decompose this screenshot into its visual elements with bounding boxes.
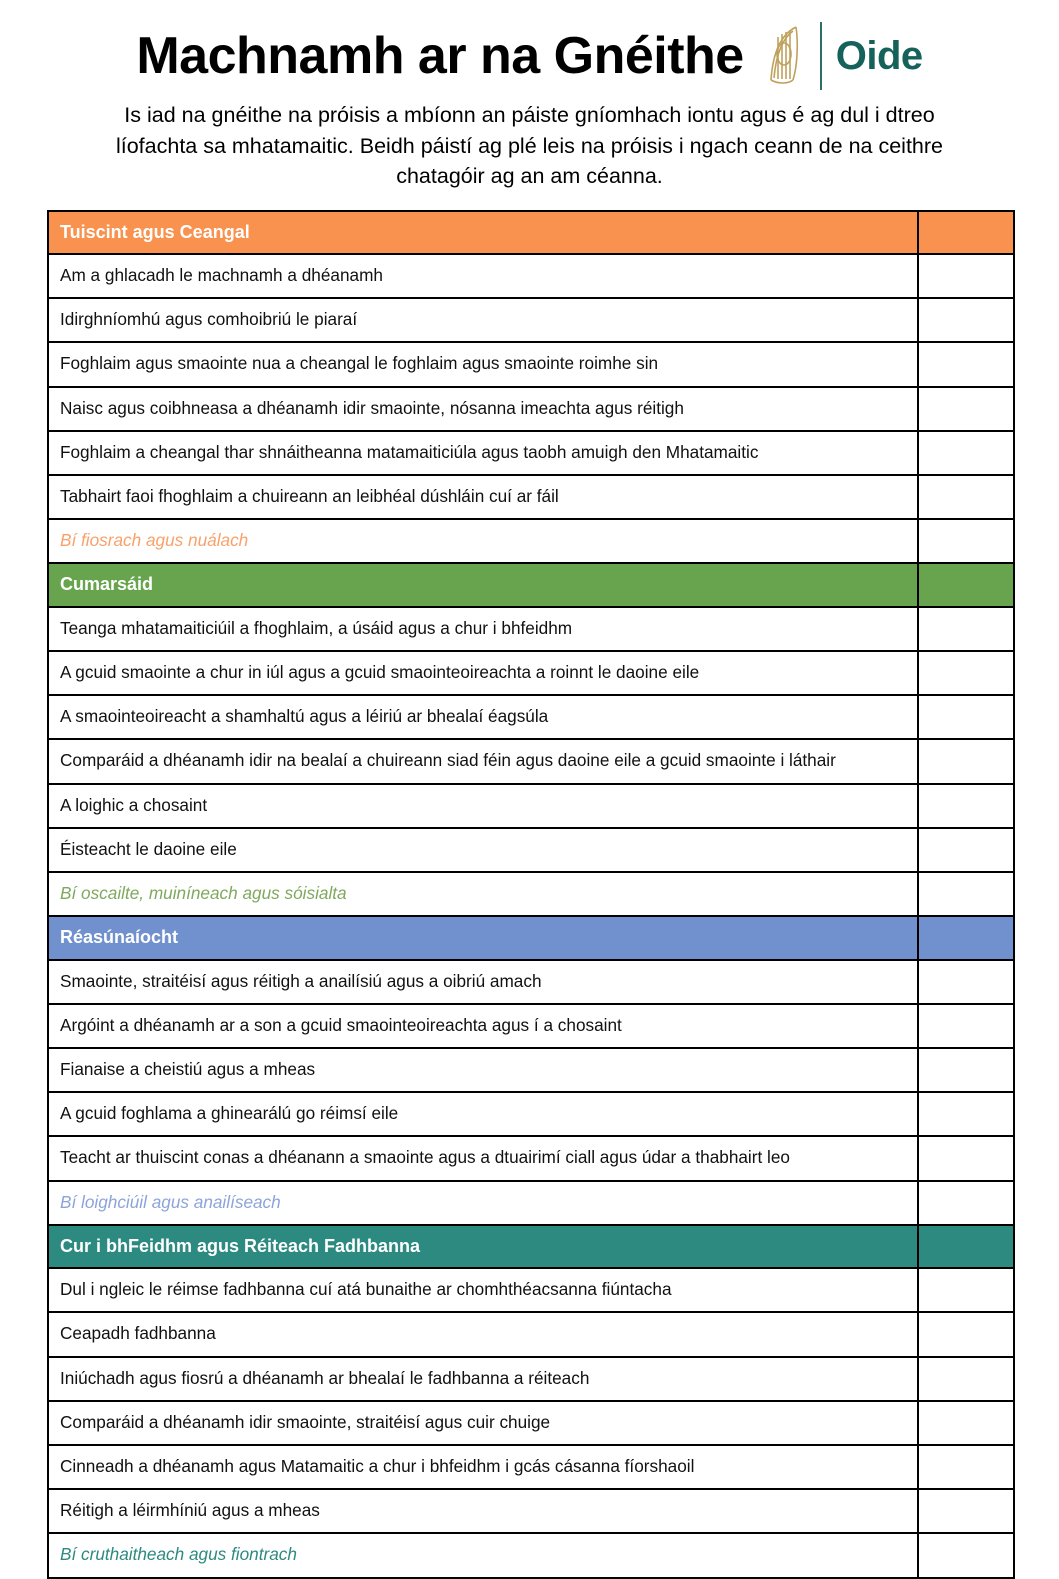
item-label: Am a ghlacadh le machnamh a dhéanamh: [60, 264, 383, 285]
checkbox-cell[interactable]: [918, 1004, 1014, 1048]
harp-icon: [762, 24, 806, 88]
table-body: [48, 211, 1014, 1578]
section-heading: Cur i bhFeidhm agus Réiteach Fadhbanna: [60, 1235, 421, 1256]
item-label: Fianaise a cheistiú agus a mheas: [60, 1058, 316, 1079]
item-cell: [48, 739, 918, 783]
checkbox-cell[interactable]: [918, 519, 1014, 563]
logo-divider: [820, 22, 822, 90]
item-label: Comparáid a dhéanamh idir smaointe, straitéisí agus cuir chuige: [60, 1411, 551, 1432]
section-heading-cell: [48, 211, 918, 254]
section-heading: Réasúnaíocht: [60, 927, 179, 948]
item-label: Éisteacht le daoine eile: [60, 838, 237, 859]
section-heading: Cumarsáid: [60, 574, 154, 595]
table-row: [48, 342, 1014, 386]
section-header-row: [48, 211, 1014, 254]
item-cell: [48, 298, 918, 342]
brand-name: Oide: [835, 33, 923, 78]
disposition-cell: [48, 1533, 918, 1577]
table-row: [48, 607, 1014, 651]
section-check-cell: [918, 211, 1014, 254]
checkbox-cell[interactable]: [918, 1312, 1014, 1356]
item-label: Cinneadh a dhéanamh agus Matamaitic a chur i bhfeidhm i gcás cásanna fíorshaoil: [60, 1455, 695, 1476]
item-cell: [48, 1401, 918, 1445]
checkbox-cell[interactable]: [918, 784, 1014, 828]
checkbox-cell[interactable]: [918, 387, 1014, 431]
disposition-cell: [48, 519, 918, 563]
item-cell: [48, 431, 918, 475]
checkbox-cell[interactable]: [918, 1048, 1014, 1092]
disposition-label: Bí cruthaitheach agus fiontrach: [60, 1544, 297, 1565]
checkbox-cell[interactable]: [918, 1136, 1014, 1180]
item-label: Iniúchadh agus fiosrú a dhéanamh ar bhealaí le fadhbanna a réiteach: [60, 1367, 590, 1388]
table-row: [48, 1489, 1014, 1533]
table-row: [48, 784, 1014, 828]
item-label: Ceapadh fadhbanna: [60, 1323, 216, 1344]
item-cell: [48, 387, 918, 431]
item-label: Réitigh a léirmhíniú agus a mheas: [60, 1500, 320, 1521]
item-label: Dul i ngleic le réimse fadhbanna cuí atá bunaithe ar chomhthéacsanna fiúntacha: [60, 1279, 672, 1300]
checkbox-cell[interactable]: [918, 1092, 1014, 1136]
item-label: A smaointeoireacht a shamhaltú agus a léiriú ar bhealaí éagsúla: [60, 706, 549, 727]
table-row: [48, 1401, 1014, 1445]
section-header-row: [48, 1225, 1014, 1268]
checkbox-cell[interactable]: [918, 960, 1014, 1004]
checkbox-cell[interactable]: [918, 1357, 1014, 1401]
item-label: Argóint a dhéanamh ar a son a gcuid smaointeoireachta agus í a chosaint: [60, 1014, 622, 1035]
checkbox-cell[interactable]: [918, 651, 1014, 695]
checkbox-cell[interactable]: [918, 475, 1014, 519]
gneithe-table: [47, 210, 1015, 1579]
section-heading: Tuiscint agus Ceangal: [60, 221, 250, 242]
checkbox-cell[interactable]: [918, 828, 1014, 872]
table-row: [48, 254, 1014, 298]
disposition-label: Bí oscailte, muiníneach agus sóisialta: [60, 882, 347, 903]
checkbox-cell[interactable]: [918, 695, 1014, 739]
item-cell: [48, 475, 918, 519]
table-row: [48, 1048, 1014, 1092]
item-cell: [48, 607, 918, 651]
table-row: [48, 1092, 1014, 1136]
section-heading-cell: [48, 916, 918, 959]
disposition-cell: [48, 872, 918, 916]
table-row: [48, 739, 1014, 783]
table-row: [48, 1136, 1014, 1180]
checkbox-cell[interactable]: [918, 298, 1014, 342]
disposition-row: [48, 872, 1014, 916]
item-cell: [48, 1268, 918, 1312]
section-heading-cell: [48, 563, 918, 606]
item-cell: [48, 1312, 918, 1356]
item-cell: [48, 1445, 918, 1489]
item-label: Naisc agus coibhneasa a dhéanamh idir smaointe, nósanna imeachta agus réitigh: [60, 397, 684, 418]
item-cell: [48, 1004, 918, 1048]
table-row: [48, 475, 1014, 519]
section-check-cell: [918, 916, 1014, 959]
item-cell: [48, 828, 918, 872]
checkbox-cell[interactable]: [918, 1181, 1014, 1225]
item-cell: [48, 1489, 918, 1533]
item-label: Smaointe, straitéisí agus réitigh a anailísiú agus a oibriú amach: [60, 970, 542, 991]
checkbox-cell[interactable]: [918, 1401, 1014, 1445]
item-label: A gcuid smaointe a chur in iúl agus a gcuid smaointeoireachta a roinnt le daoine eile: [60, 661, 700, 682]
disposition-row: [48, 519, 1014, 563]
intro-paragraph: Is iad na gnéithe na próisis a mbíonn an páiste gníomhach iontu agus é ag dul i dtreo líofachta sa mhatamaitic. Beidh páistí ag plé leis na próisis i ngach ceann de na ceithre chatagóir ag an am céanna.: [115, 103, 944, 189]
checkbox-cell[interactable]: [918, 254, 1014, 298]
item-label: Teanga mhatamaiticiúil a fhoghlaim, a úsáid agus a chur i bhfeidhm: [60, 617, 573, 638]
item-cell: [48, 1136, 918, 1180]
checkbox-cell[interactable]: [918, 1445, 1014, 1489]
table-row: [48, 960, 1014, 1004]
oide-logo: [762, 22, 923, 90]
disposition-row: [48, 1533, 1014, 1577]
table-row: [48, 695, 1014, 739]
table-row: [48, 387, 1014, 431]
section-check-cell: [918, 1225, 1014, 1268]
item-cell: [48, 960, 918, 1004]
checkbox-cell[interactable]: [918, 872, 1014, 916]
item-cell: [48, 651, 918, 695]
item-label: A gcuid foghlama a ghinearálú go réimsí eile: [60, 1103, 399, 1124]
table-row: [48, 1268, 1014, 1312]
disposition-cell: [48, 1181, 918, 1225]
item-label: A loighic a chosaint: [60, 794, 208, 815]
table-row: [48, 828, 1014, 872]
checkbox-cell[interactable]: [918, 1268, 1014, 1312]
item-cell: [48, 342, 918, 386]
table-row: [48, 1004, 1014, 1048]
table-row: [48, 1445, 1014, 1489]
item-label: Teacht ar thuiscint conas a dhéanann a smaointe agus a dtuairimí ciall agus údar a thabhairt leo: [60, 1147, 790, 1168]
table-row: [48, 651, 1014, 695]
item-label: Comparáid a dhéanamh idir na bealaí a chuireann siad féin agus daoine eile a gcuid smaointe i láthair: [60, 750, 836, 771]
document-header: [0, 0, 1059, 90]
disposition-label: Bí fiosrach agus nuálach: [60, 530, 249, 551]
table-row: [48, 431, 1014, 475]
item-cell: [48, 1357, 918, 1401]
section-heading-cell: [48, 1225, 918, 1268]
item-cell: [48, 1048, 918, 1092]
checkbox-cell[interactable]: [918, 607, 1014, 651]
checkbox-cell[interactable]: [918, 1533, 1014, 1577]
item-cell: [48, 1092, 918, 1136]
item-cell: [48, 695, 918, 739]
checkbox-cell[interactable]: [918, 739, 1014, 783]
item-label: Idirghníomhú agus comhoibriú le piaraí: [60, 309, 358, 330]
table-row: [48, 298, 1014, 342]
table-row: [48, 1357, 1014, 1401]
section-check-cell: [918, 563, 1014, 606]
checkbox-cell[interactable]: [918, 342, 1014, 386]
table-row: [48, 1312, 1014, 1356]
item-label: Foghlaim a cheangal thar shnáitheanna matamaiticiúla agus taobh amuigh den Mhatamaitic: [60, 441, 759, 462]
item-cell: [48, 784, 918, 828]
checkbox-cell[interactable]: [918, 1489, 1014, 1533]
checkbox-cell[interactable]: [918, 431, 1014, 475]
item-cell: [48, 254, 918, 298]
section-header-row: [48, 563, 1014, 606]
disposition-row: [48, 1181, 1014, 1225]
section-header-row: [48, 916, 1014, 959]
page-title: Machnamh ar na Gnéithe: [136, 26, 744, 85]
item-label: Foghlaim agus smaointe nua a cheangal le foghlaim agus smaointe roimhe sin: [60, 353, 659, 374]
disposition-label: Bí loighciúil agus anailíseach: [60, 1191, 281, 1212]
item-label: Tabhairt faoi fhoghlaim a chuireann an leibhéal dúshláin cuí ar fáil: [60, 485, 559, 506]
